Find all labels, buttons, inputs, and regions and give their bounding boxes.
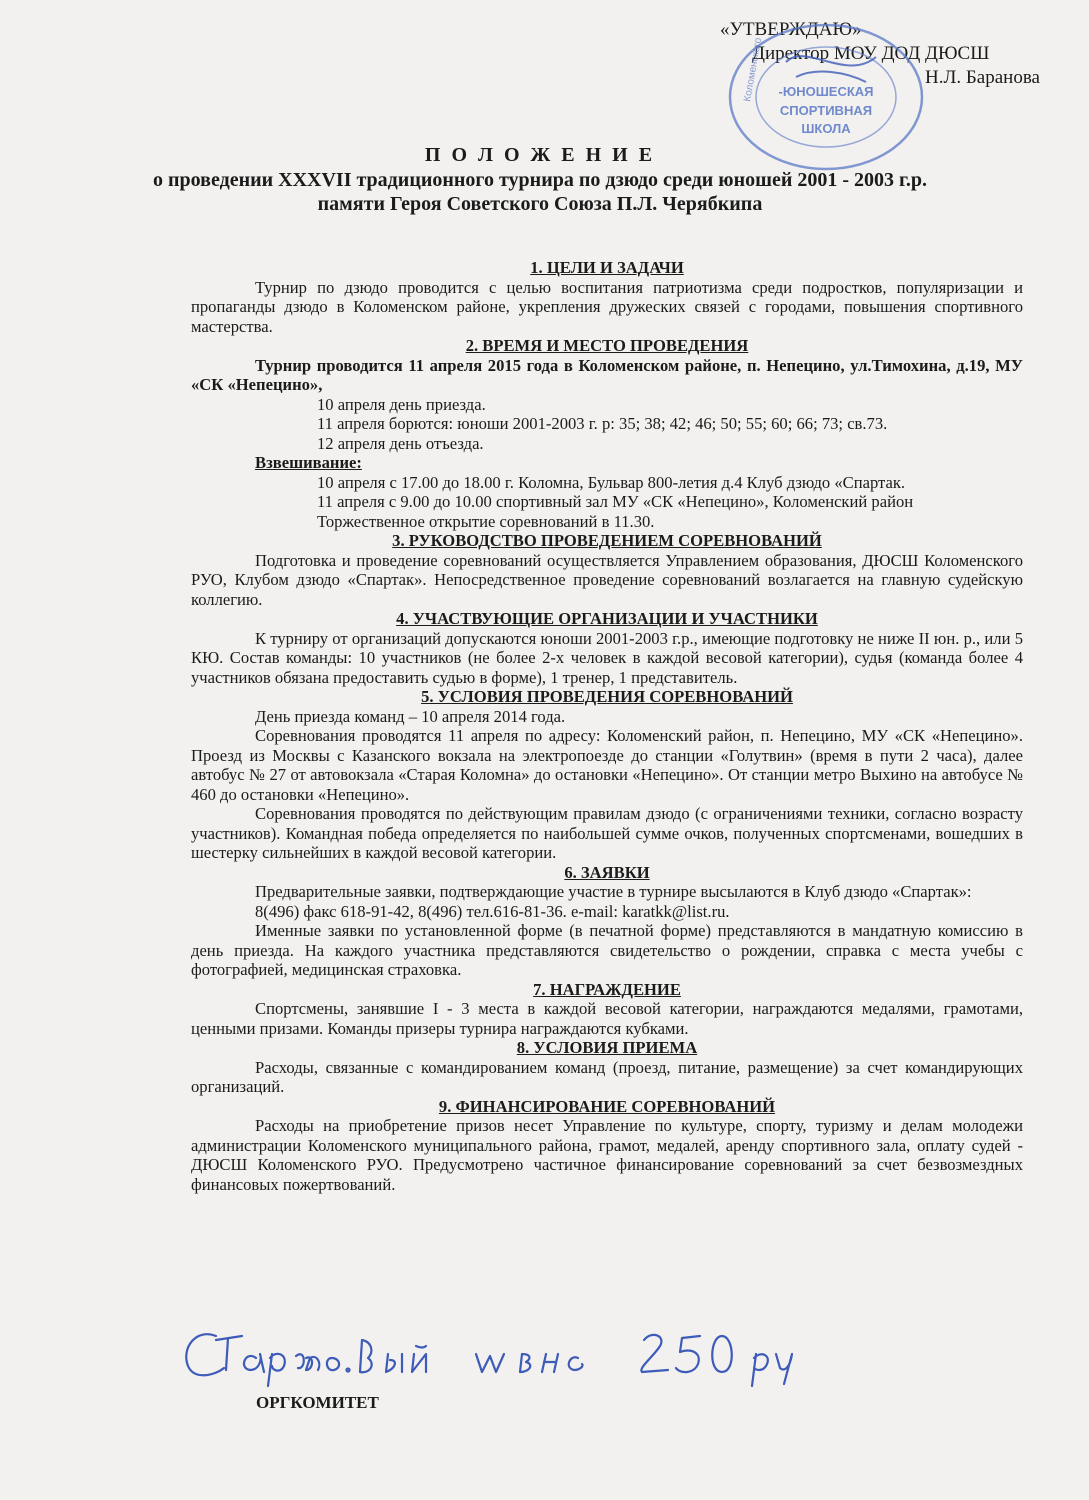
approval-line-1: «УТВЕРЖДАЮ» [720,19,862,40]
approval-line-2: Директор МОУ ДОД ДЮСШ [752,43,990,64]
weighing-line-1: 10 апреля с 17.00 до 18.00 г. Коломна, Бульвар 800-летия д.4 Клуб дзюдо «Спартак. [317,472,906,492]
section-5-heading: 5. УСЛОВИЯ ПРОВЕДЕНИЯ СОРЕВНОВАНИЙ [421,687,793,706]
stamp-text-2: СПОРТИВНАЯ [779,103,873,118]
section-9-heading: 9. ФИНАНСИРОВАНИЕ СОРЕВНОВАНИЙ [438,1096,776,1116]
section-2-heading: 2. ВРЕМЯ И МЕСТО ПРОВЕДЕНИЯ [465,336,749,355]
section-9-text: Расходы на приобретение призов несет Управление по культуре, спорту, туризму и делам молодежи администрации Коломенского муниципального района, грамот, медалей, аренду спортивного зала, оплату судей - ДЮСШ Коломенского РУО. Предусмотрено частичное финансирование соревнований за счет безвозмездных финансовых пожертвований. [191,1116,1023,1194]
title-line-2: о проведении XXXVII традиционного турнира по дзюдо среди юношей 2001 - 2003 г.р. [153,169,927,191]
title-line-1: П О Л О Ж Е Н И Е [424,144,656,166]
section-3-heading: 3. РУКОВОДСТВО ПРОВЕДЕНИЕМ СОРЕВНОВАНИЙ [392,531,822,550]
stamp-text-1: -ЮНОШЕСКАЯ [778,84,874,99]
section-6-text-1: Предварительные заявки, подтверждающие участие в турнире высылаются в Клуб дзюдо «Спартак»: [255,882,972,901]
document-body [191,258,1023,1194]
section-5-text-2: Соревнования проводятся 11 апреля по адресу: Коломенский район, п. Непецино, МУ «СК «Непецино». Проезд из Москвы с Казанского вокзала на электропоезде до станции «Голутвин» (время в пути 2 часа), далее автобус № 27 от автовокзала «Старая Коломна» до остановки «Непецино». От станции метро Выхино на автобусе № 460 до остановки «Непецино». [191,726,1023,804]
handwritten-note [176,1318,796,1388]
section-5-text-1: День приезда команд – 10 апреля 2014 года. [255,706,566,726]
section-3-text: Подготовка и проведение соревнований осуществляется Управлением образования, ДЮСШ Коломенского РУО, Клубом дзюдо «Спартак». Непосредственное проведение соревнований возлагается на главную судейскую коллегию. [191,550,1023,609]
section-7-text: Спортсмены, занявшие I - 3 места в каждой весовой категории, награждаются медалями, грамотами, ценными призами. Команды призеры турнира награждаются кубками. [191,999,1023,1038]
weighing-line-2: 11 апреля с 9.00 до 10.00 спортивный зал МУ «СК «Непецино», Коломенский район [317,492,914,511]
weighing-line-3: Торжественное открытие соревнований в 11.30. [317,511,655,531]
title-line-3: памяти Героя Советского Союза П.Л. Черябкипа [317,193,763,215]
section-8-heading: 8. УСЛОВИЯ ПРИЕМА [516,1038,698,1057]
document-title [100,142,980,216]
section-2-text: Турнир проводится 11 апреля 2015 года в Коломенском районе, п. Непецино, ул.Тимохина, д.19, МУ «СК «Непецино», [191,355,1023,394]
section-6-contacts: 8(496) факс 618-91-42, 8(496) тел.616-81-36. e-mail: karatkk@list.ru. [255,901,730,921]
section-4-text: К турниру от организаций допускаются юноши 2001-2003 г.р., имеющие подготовку не ниже II юн. р., или 5 КЮ. Состав команды: 10 участников (не более 2-х человек в каждой весовой категории), судья (команда более 4 участников обязана предоставить судью в форме), 1 тренер, 1 представитель. [191,628,1023,687]
approval-line-3: Н.Л. Баранова [925,67,1040,88]
section-7-heading: 7. НАГРАЖДЕНИЕ [533,979,681,999]
org-committee: ОРГКОМИТЕТ [256,1393,379,1412]
stamp-text-3: ШКОЛА [801,121,851,136]
section-6-text-2: Именные заявки по установленной форме (в печатной форме) представляются в мандатную комиссию в день приезда. На каждого участника представляются свидетельство о рождении, справка с места учебы с фотографией, медицинская страховка. [191,921,1023,979]
stamp-text-4: Коломенского [742,36,765,103]
section-2-line-1: 10 апреля день приезда. [317,394,486,414]
section-8-text: Расходы, связанные с командированием команд (проезд, питание, размещение) за счет командирующих организаций. [191,1057,1023,1096]
section-4-heading: 4. УЧАСТВУЮЩИЕ ОРГАНИЗАЦИИ И УЧАСТНИКИ [396,609,818,628]
section-1-text: Турнир по дзюдо проводится с целью воспитания патриотизма среди подростков, популяризации и пропаганды дзюдо в Коломенском районе, укрепления дружеских связей с городами, повышения спортивного мастерства. [191,277,1023,336]
weighing-label: Взвешивание: [255,453,362,472]
section-6-heading: 6. ЗАЯВКИ [564,862,650,882]
section-2-line-3: 12 апреля день отъезда. [317,433,484,453]
section-1-heading: 1. ЦЕЛИ И ЗАДАЧИ [530,258,684,277]
director-signature [786,56,876,82]
section-2-line-2: 11 апреля борются: юноши 2001-2003 г. р: 35; 38; 42; 46; 50; 55; 60; 66; 73; св.73. [317,414,888,433]
section-5-text-3: Соревнования проводятся по действующим правилам дзюдо (с ограничениями техники, согласно возрасту участников). Командная победа определяется по наибольшей сумме очков, полученных спортсменами, вошедших в шестерку сильнейших в каждой весовой категории. [191,804,1023,862]
